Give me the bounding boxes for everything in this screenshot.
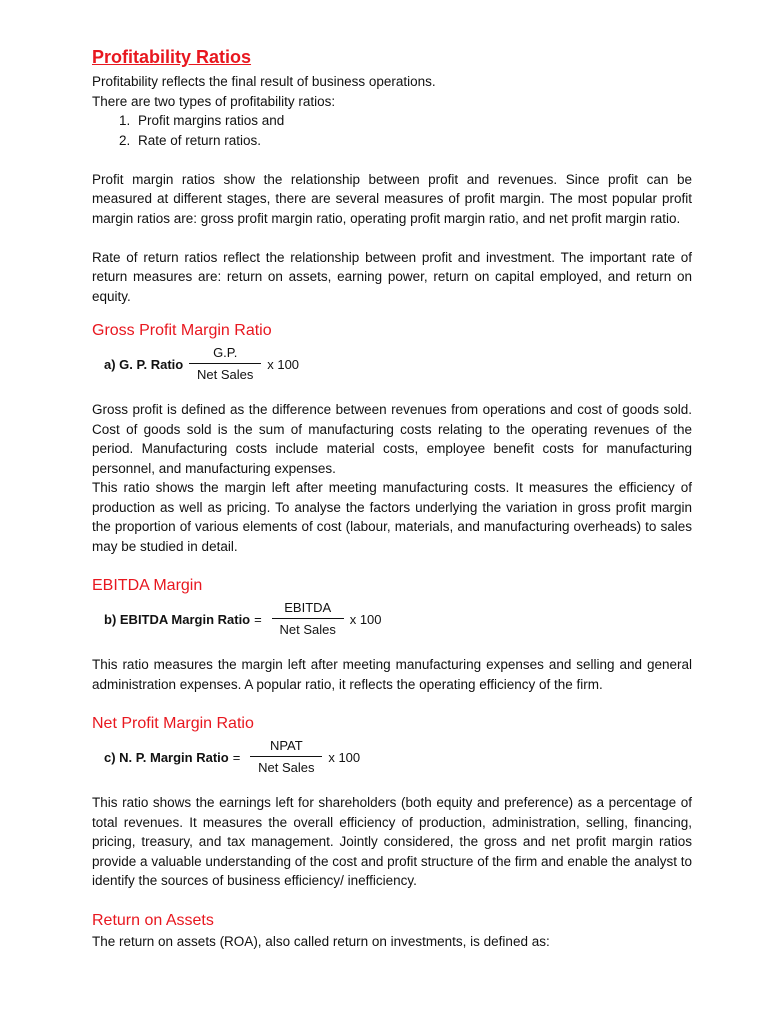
formula-multiplier: x 100 [349, 611, 382, 627]
gross-profit-formula [92, 342, 692, 386]
ebitda-paragraph: This ratio measures the margin left after meeting manufacturing expenses and selling and general administration expenses. A popular ratio, it reflects the operating efficiency of the firm. [92, 657, 692, 692]
list-item: 1. Profit margins ratios and [134, 111, 692, 131]
formula-equals: = [254, 611, 262, 627]
fraction-numerator: G.P. [189, 344, 261, 364]
formula-label: a) G. P. Ratio [104, 356, 184, 372]
fraction [272, 599, 344, 639]
fraction [250, 737, 322, 777]
net-profit-formula [92, 735, 692, 779]
formula-label: b) EBITDA Margin Ratio [104, 611, 251, 627]
ratio-types-list [92, 111, 692, 150]
fraction-denominator: Net Sales [258, 760, 315, 775]
roa-paragraph: The return on assets (ROA), also called return on investments, is defined as: [92, 933, 550, 949]
fraction-denominator: Net Sales [197, 367, 254, 382]
net-profit-paragraph: This ratio shows the earnings left for shareholders (both equity and preference) as a percentage of total revenues. It measures the overall efficiency of production, administration, selling, financing, pricing, treasury, and tax management. Jointly considered, the gross and net profit margin ratios provide a valuable understanding of the cost and profit structure of the firm and enable the analyst to identify the sources of business efficiency/ inefficiency. [92, 795, 692, 888]
formula-multiplier: x 100 [328, 749, 361, 765]
net-profit-heading: Net Profit Margin Ratio [92, 715, 254, 732]
gross-profit-paragraph-2: This ratio shows the margin left after meeting manufacturing costs. It measures the efficiency of production as well as pricing. To analyse the factors underlying the variation in gross profit margin the proportion of various elements of cost (labour, materials, and manufacturing overheads) to sales may be studied in detail. [92, 480, 692, 554]
fraction [189, 344, 261, 384]
profit-margin-paragraph: Profit margin ratios show the relationship between profit and revenues. Since profit can be measured at different stages, there are several measures of profit margin. The most popular profit margin ratios are: gross profit margin ratio, operating profit margin ratio, and net profit margin ratio. [92, 171, 692, 226]
ebitda-heading: EBITDA Margin [92, 577, 203, 594]
fraction-denominator: Net Sales [279, 622, 336, 637]
roa-heading: Return on Assets [92, 911, 214, 929]
rate-of-return-paragraph: Rate of return ratios reflect the relationship between profit and investment. The important rate of return measures are: return on assets, earning power, return on capital employed, and return on equity. [92, 249, 692, 304]
fraction-numerator: NPAT [250, 737, 322, 757]
gross-profit-paragraph-1: Gross profit is defined as the difference between revenues from operations and cost of goods sold. Cost of goods sold is the sum of manufacturing costs relating to the operating revenues of the period. Manufacturing costs include material costs, employee benefit costs for manufacturing personnel, and manufacturing expenses. [92, 402, 692, 476]
page-title: Profitability Ratios [92, 47, 252, 67]
intro-line-2: There are two types of profitability ratios: [92, 93, 336, 109]
formula-equals: = [232, 749, 241, 765]
formula-label: c) N. P. Margin Ratio [104, 749, 229, 765]
list-item: 2. Rate of return ratios. [134, 131, 692, 151]
intro-line-1: Profitability reflects the final result of business operations. [92, 74, 436, 89]
gross-profit-heading: Gross Profit Margin Ratio [92, 322, 272, 339]
ebitda-formula [92, 597, 692, 641]
formula-multiplier: x 100 [267, 356, 300, 372]
fraction-numerator: EBITDA [272, 599, 344, 619]
